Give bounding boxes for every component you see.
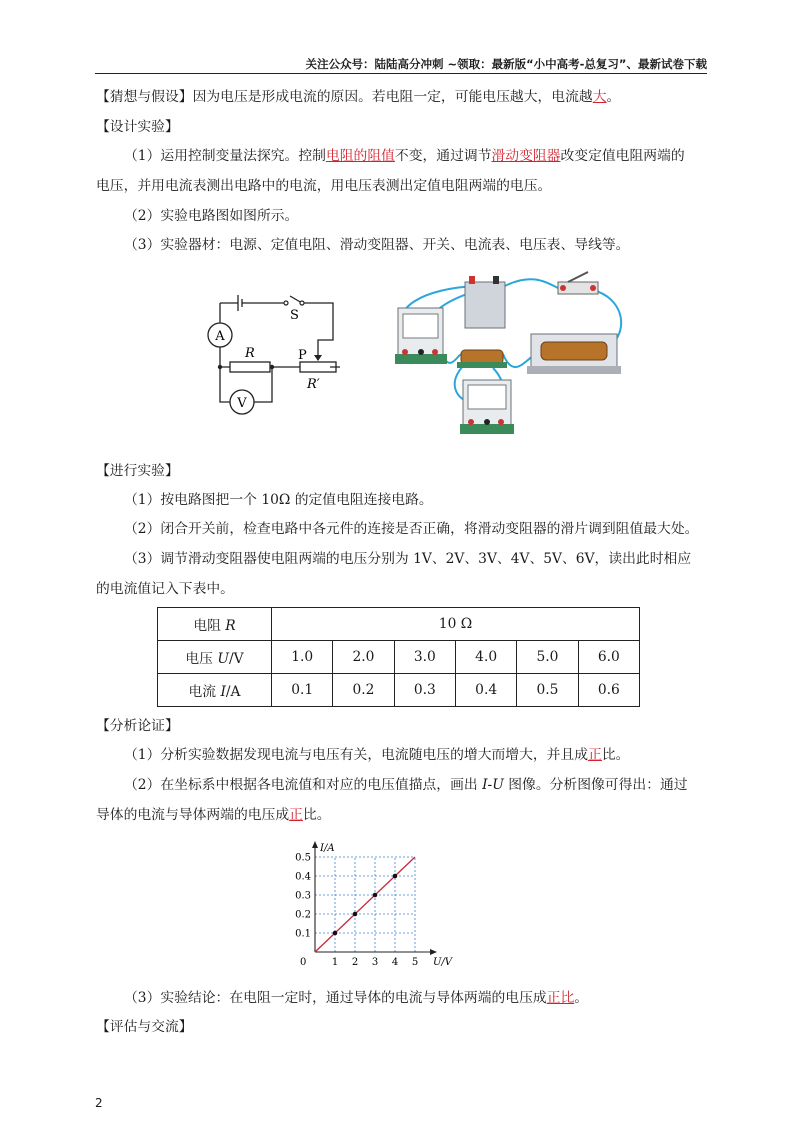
analysis-item-2-cont: 导体的电流与导体两端的电压成正比。 <box>96 807 331 823</box>
y-tick-label: 0.5 <box>295 852 311 864</box>
voltage-cell: 6.0 <box>578 641 639 674</box>
battery-device <box>465 276 505 328</box>
switch-label: S <box>290 308 299 323</box>
switch-device <box>558 272 598 294</box>
y-tick-label: 0.1 <box>295 928 311 940</box>
x-axis-label: U/V <box>433 957 453 968</box>
x-tick-label: 1 <box>331 957 339 968</box>
y-axis-arrow <box>312 841 318 848</box>
y-tick-label: 0.3 <box>295 890 311 902</box>
guess-paragraph: 【猜想与假设】因为电压是形成电流的原因。若电阻一定，可能电压越大，电流越大。 <box>96 89 621 105</box>
current-cell: 0.3 <box>394 674 455 707</box>
answer-blank: 正 <box>588 747 602 763</box>
design-item-1: （1）运用控制变量法探究。控制电阻的阻值不变，通过调节滑动变阻器改变定值电阻两端的 <box>124 148 685 164</box>
y-tick-label: 0.2 <box>295 909 311 921</box>
voltmeter-device <box>460 380 514 434</box>
procedure-item-3-cont: 的电流值记入下表中。 <box>96 581 234 597</box>
design-item-3: （3）实验器材：电源、定值电阻、滑动变阻器、开关、电流表、电压表、导线等。 <box>124 237 630 253</box>
voltage-cell: 3.0 <box>394 641 455 674</box>
procedure-item-3: （3）调节滑动变阻器使电阻两端的电压分别为 1V、2V、3V、4V、5V、6V，读出此时相应 <box>124 551 692 567</box>
data-point <box>333 931 338 936</box>
design-item-1-cont: 电压，并用电流表测出电路中的电流，用电压表测出定值电阻两端的电压。 <box>96 178 552 194</box>
apparatus-illustration <box>383 268 633 438</box>
section-label-guess: 【猜想与假设】 <box>96 89 193 105</box>
rheostat-device <box>527 334 621 374</box>
table-header-cell: 电流 I/A <box>158 674 272 707</box>
data-point <box>373 893 378 898</box>
x-tick-label: 3 <box>371 957 379 968</box>
current-cell: 0.2 <box>333 674 394 707</box>
current-cell: 0.1 <box>272 674 333 707</box>
iu-line <box>315 857 415 952</box>
ammeter-device <box>395 308 447 364</box>
data-point <box>353 912 358 917</box>
voltage-cell: 2.0 <box>333 641 394 674</box>
voltage-cell: 5.0 <box>517 641 578 674</box>
voltmeter-label: V <box>237 396 247 411</box>
y-tick-label: 0.4 <box>295 871 311 883</box>
page-number: 2 <box>95 1096 103 1110</box>
section-label-analysis: 【分析论证】 <box>96 718 179 734</box>
current-cell: 0.5 <box>517 674 578 707</box>
table-row-resistance <box>158 608 640 641</box>
table-row-current <box>158 674 640 707</box>
section-label-evaluation: 【评估与交流】 <box>96 1019 193 1035</box>
data-table <box>157 607 640 707</box>
analysis-item-3: （3）实验结论：在电阻一定时，通过导体的电流与导体两端的电压成正比。 <box>124 990 589 1006</box>
section-label-design: 【设计实验】 <box>96 119 179 135</box>
resistor-label: R <box>245 346 255 361</box>
voltage-cell: 4.0 <box>455 641 516 674</box>
ammeter-label: A <box>215 329 225 344</box>
voltage-cell: 1.0 <box>272 641 333 674</box>
x-tick-label: 4 <box>391 957 399 968</box>
x-axis-arrow <box>430 949 437 955</box>
page-header: 关注公众号：陆陆高分冲刺 ~领取：最新版“小中高考-总复习”、最新试卷下载 <box>95 57 707 74</box>
y-axis-label: I/A <box>320 843 335 854</box>
circuit-diagram <box>190 285 350 425</box>
design-item-2: （2）实验电路图如图所示。 <box>124 208 299 224</box>
procedure-item-2: （2）闭合开关前，检查电路中各元件的连接是否正确，将滑动变阻器的滑片调到阻值最大处。 <box>124 521 699 537</box>
analysis-item-1: （1）分析实验数据发现电流与电压有关，电流随电压的增大而增大，并且成正比。 <box>124 747 630 763</box>
x-tick-label: 5 <box>411 957 419 968</box>
origin-label: 0 <box>300 957 307 968</box>
data-point <box>393 874 398 879</box>
answer-blank: 电阻的阻值 <box>325 148 395 164</box>
answer-blank: 滑动变阻器 <box>491 148 561 164</box>
guess-text: 因为电压是形成电流的原因。若电阻一定，可能电压越大，电流越 <box>192 89 593 105</box>
slider-label: P <box>298 348 307 363</box>
x-tick-label: 2 <box>351 957 359 968</box>
section-label-procedure: 【进行实验】 <box>96 463 179 479</box>
resistance-value-cell: 10 Ω <box>272 608 640 641</box>
answer-blank: 正 <box>289 807 303 823</box>
iu-chart <box>282 836 462 974</box>
answer-blank: 正比 <box>546 990 575 1006</box>
current-cell: 0.4 <box>455 674 516 707</box>
analysis-item-2: （2）在坐标系中根据各电流值和对应的电压值描点，画出 I-U 图像。分析图像可得出：通过 <box>124 777 688 793</box>
current-cell: 0.6 <box>578 674 639 707</box>
procedure-item-1: （1）按电路图把一个 10Ω 的定值电阻连接电路。 <box>124 492 433 508</box>
table-header-cell: 电阻 R <box>158 608 272 641</box>
table-header-cell: 电压 U/V <box>158 641 272 674</box>
resistor-device <box>457 350 507 368</box>
table-row-voltage <box>158 641 640 674</box>
answer-blank: 大 <box>592 89 607 105</box>
rheostat-label: R′ <box>307 377 320 392</box>
